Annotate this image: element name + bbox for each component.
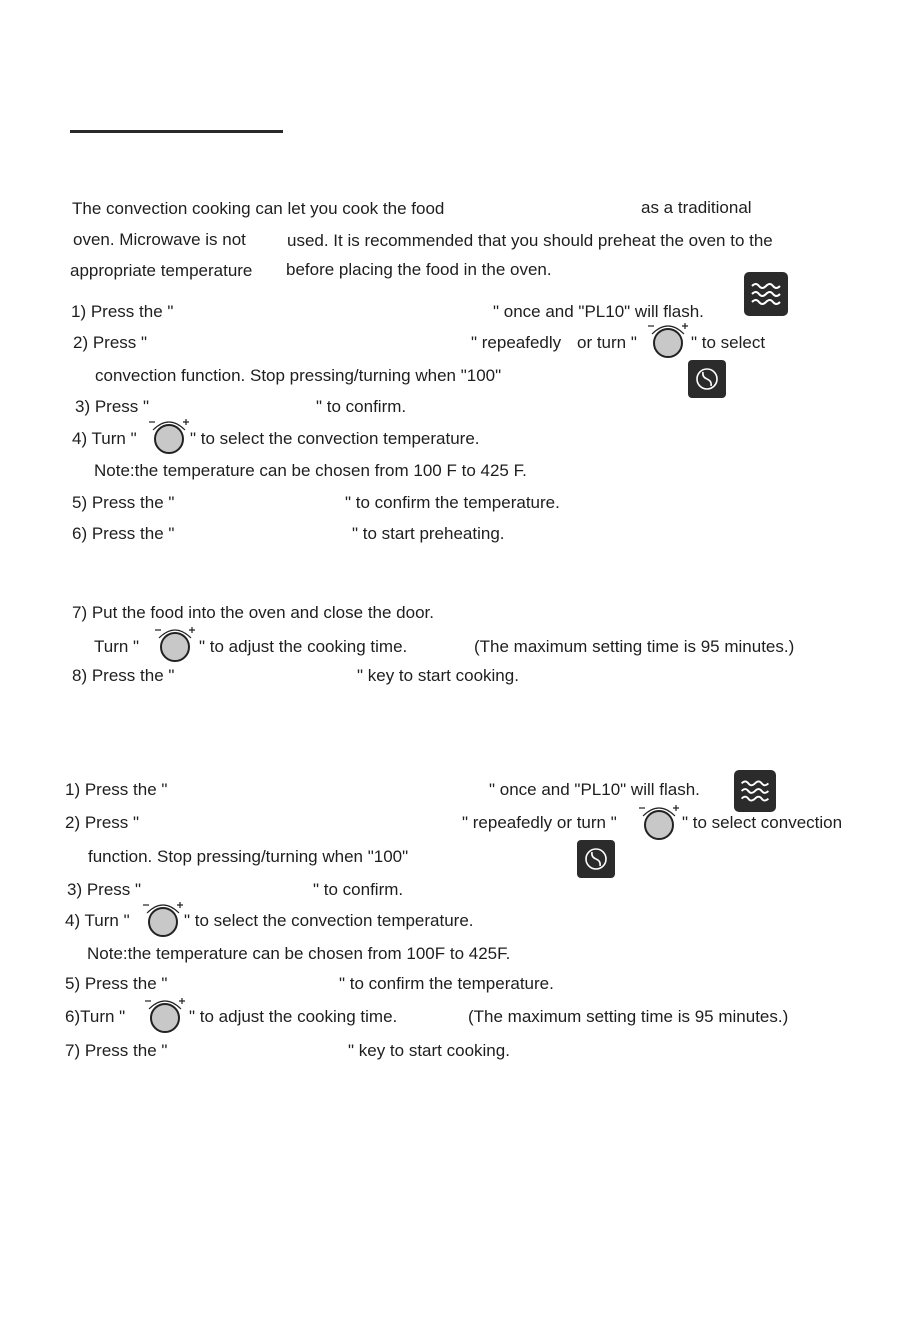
s2-step1-b: " once and "PL10" will flash.: [489, 780, 700, 799]
intro-line3b: before placing the food in the oven.: [286, 260, 552, 279]
s1-step5-b: " to confirm the temperature.: [345, 493, 560, 512]
s1-step2-b: " repeafedly: [471, 333, 562, 352]
convection-fan-icon: [688, 360, 726, 398]
s1-step7-turn-a: Turn ": [94, 637, 140, 656]
s2-step6-b: " to adjust the cooking time.: [189, 1007, 398, 1026]
s1-step4-a: 4) Turn ": [72, 429, 137, 448]
convection-fan-icon: [577, 840, 615, 878]
intro-line1a: The convection cooking can let you cook the food: [72, 199, 445, 218]
intro-line3a: appropriate temperature: [70, 261, 253, 280]
s2-step4-b: " to select the convection temperature.: [184, 911, 474, 930]
intro-line2a: oven. Microwave is not: [73, 230, 246, 249]
s2-step2-b: " repeafedly or turn ": [462, 813, 617, 832]
microwave-waves-icon: [744, 272, 788, 316]
s2-step6-a: 6)Turn ": [65, 1007, 126, 1026]
microwave-waves-icon: [734, 770, 776, 812]
dial-knob-icon: [637, 802, 681, 842]
s2-step5-a: 5) Press the ": [65, 974, 168, 993]
s1-step6-a: 6) Press the ": [72, 524, 175, 543]
s2-step4-a: 4) Turn ": [65, 911, 130, 930]
dial-knob-icon: [646, 320, 690, 360]
dial-knob-icon: [153, 624, 197, 664]
s2-step2-a: 2) Press ": [65, 813, 140, 832]
s1-step2-c: or turn ": [577, 333, 637, 352]
s1-step8-b: " key to start cooking.: [357, 666, 519, 685]
s2-note: Note:the temperature can be chosen from 100F to 425F.: [87, 944, 511, 963]
s1-step5-a: 5) Press the ": [72, 493, 175, 512]
s1-note: Note:the temperature can be chosen from 100 F to 425 F.: [94, 461, 527, 480]
s1-step2-d: " to select: [691, 333, 766, 352]
s1-step6-b: " to start preheating.: [352, 524, 505, 543]
s2-step2-e: function. Stop pressing/turning when "100": [88, 847, 409, 866]
s1-step4-b: " to select the convection temperature.: [190, 429, 480, 448]
dial-knob-icon: [147, 416, 191, 456]
s2-step2-c: " to select convection: [682, 813, 843, 832]
heading-underline: [70, 130, 283, 133]
s1-step7-turn-b: " to adjust the cooking time.: [199, 637, 408, 656]
s2-step5-b: " to confirm the temperature.: [339, 974, 554, 993]
s1-step7-turn-c: (The maximum setting time is 95 minutes.): [474, 637, 795, 656]
s2-step3-a: 3) Press ": [67, 880, 142, 899]
s1-step3-a: 3) Press ": [75, 397, 150, 416]
s1-step3-b: " to confirm.: [316, 397, 407, 416]
s2-step6-c: (The maximum setting time is 95 minutes.): [468, 1007, 789, 1026]
s2-step1-a: 1) Press the ": [65, 780, 168, 799]
s2-step7-a: 7) Press the ": [65, 1041, 168, 1060]
s2-step7-b: " key to start cooking.: [348, 1041, 510, 1060]
s1-step8-a: 8) Press the ": [72, 666, 175, 685]
s1-step1-b: " once and "PL10" will flash.: [493, 302, 704, 321]
s1-step2-a: 2) Press ": [73, 333, 148, 352]
intro-line2b: used. It is recommended that you should preheat the oven to the: [287, 231, 773, 250]
intro-line1b: as a traditional: [641, 198, 752, 217]
s1-step1-a: 1) Press the ": [71, 302, 174, 321]
s2-step3-b: " to confirm.: [313, 880, 404, 899]
s1-step7: 7) Put the food into the oven and close the door.: [72, 603, 434, 622]
s1-step2-e: convection function. Stop pressing/turning when "100": [95, 366, 502, 385]
dial-knob-icon: [143, 995, 187, 1035]
dial-knob-icon: [141, 899, 185, 939]
